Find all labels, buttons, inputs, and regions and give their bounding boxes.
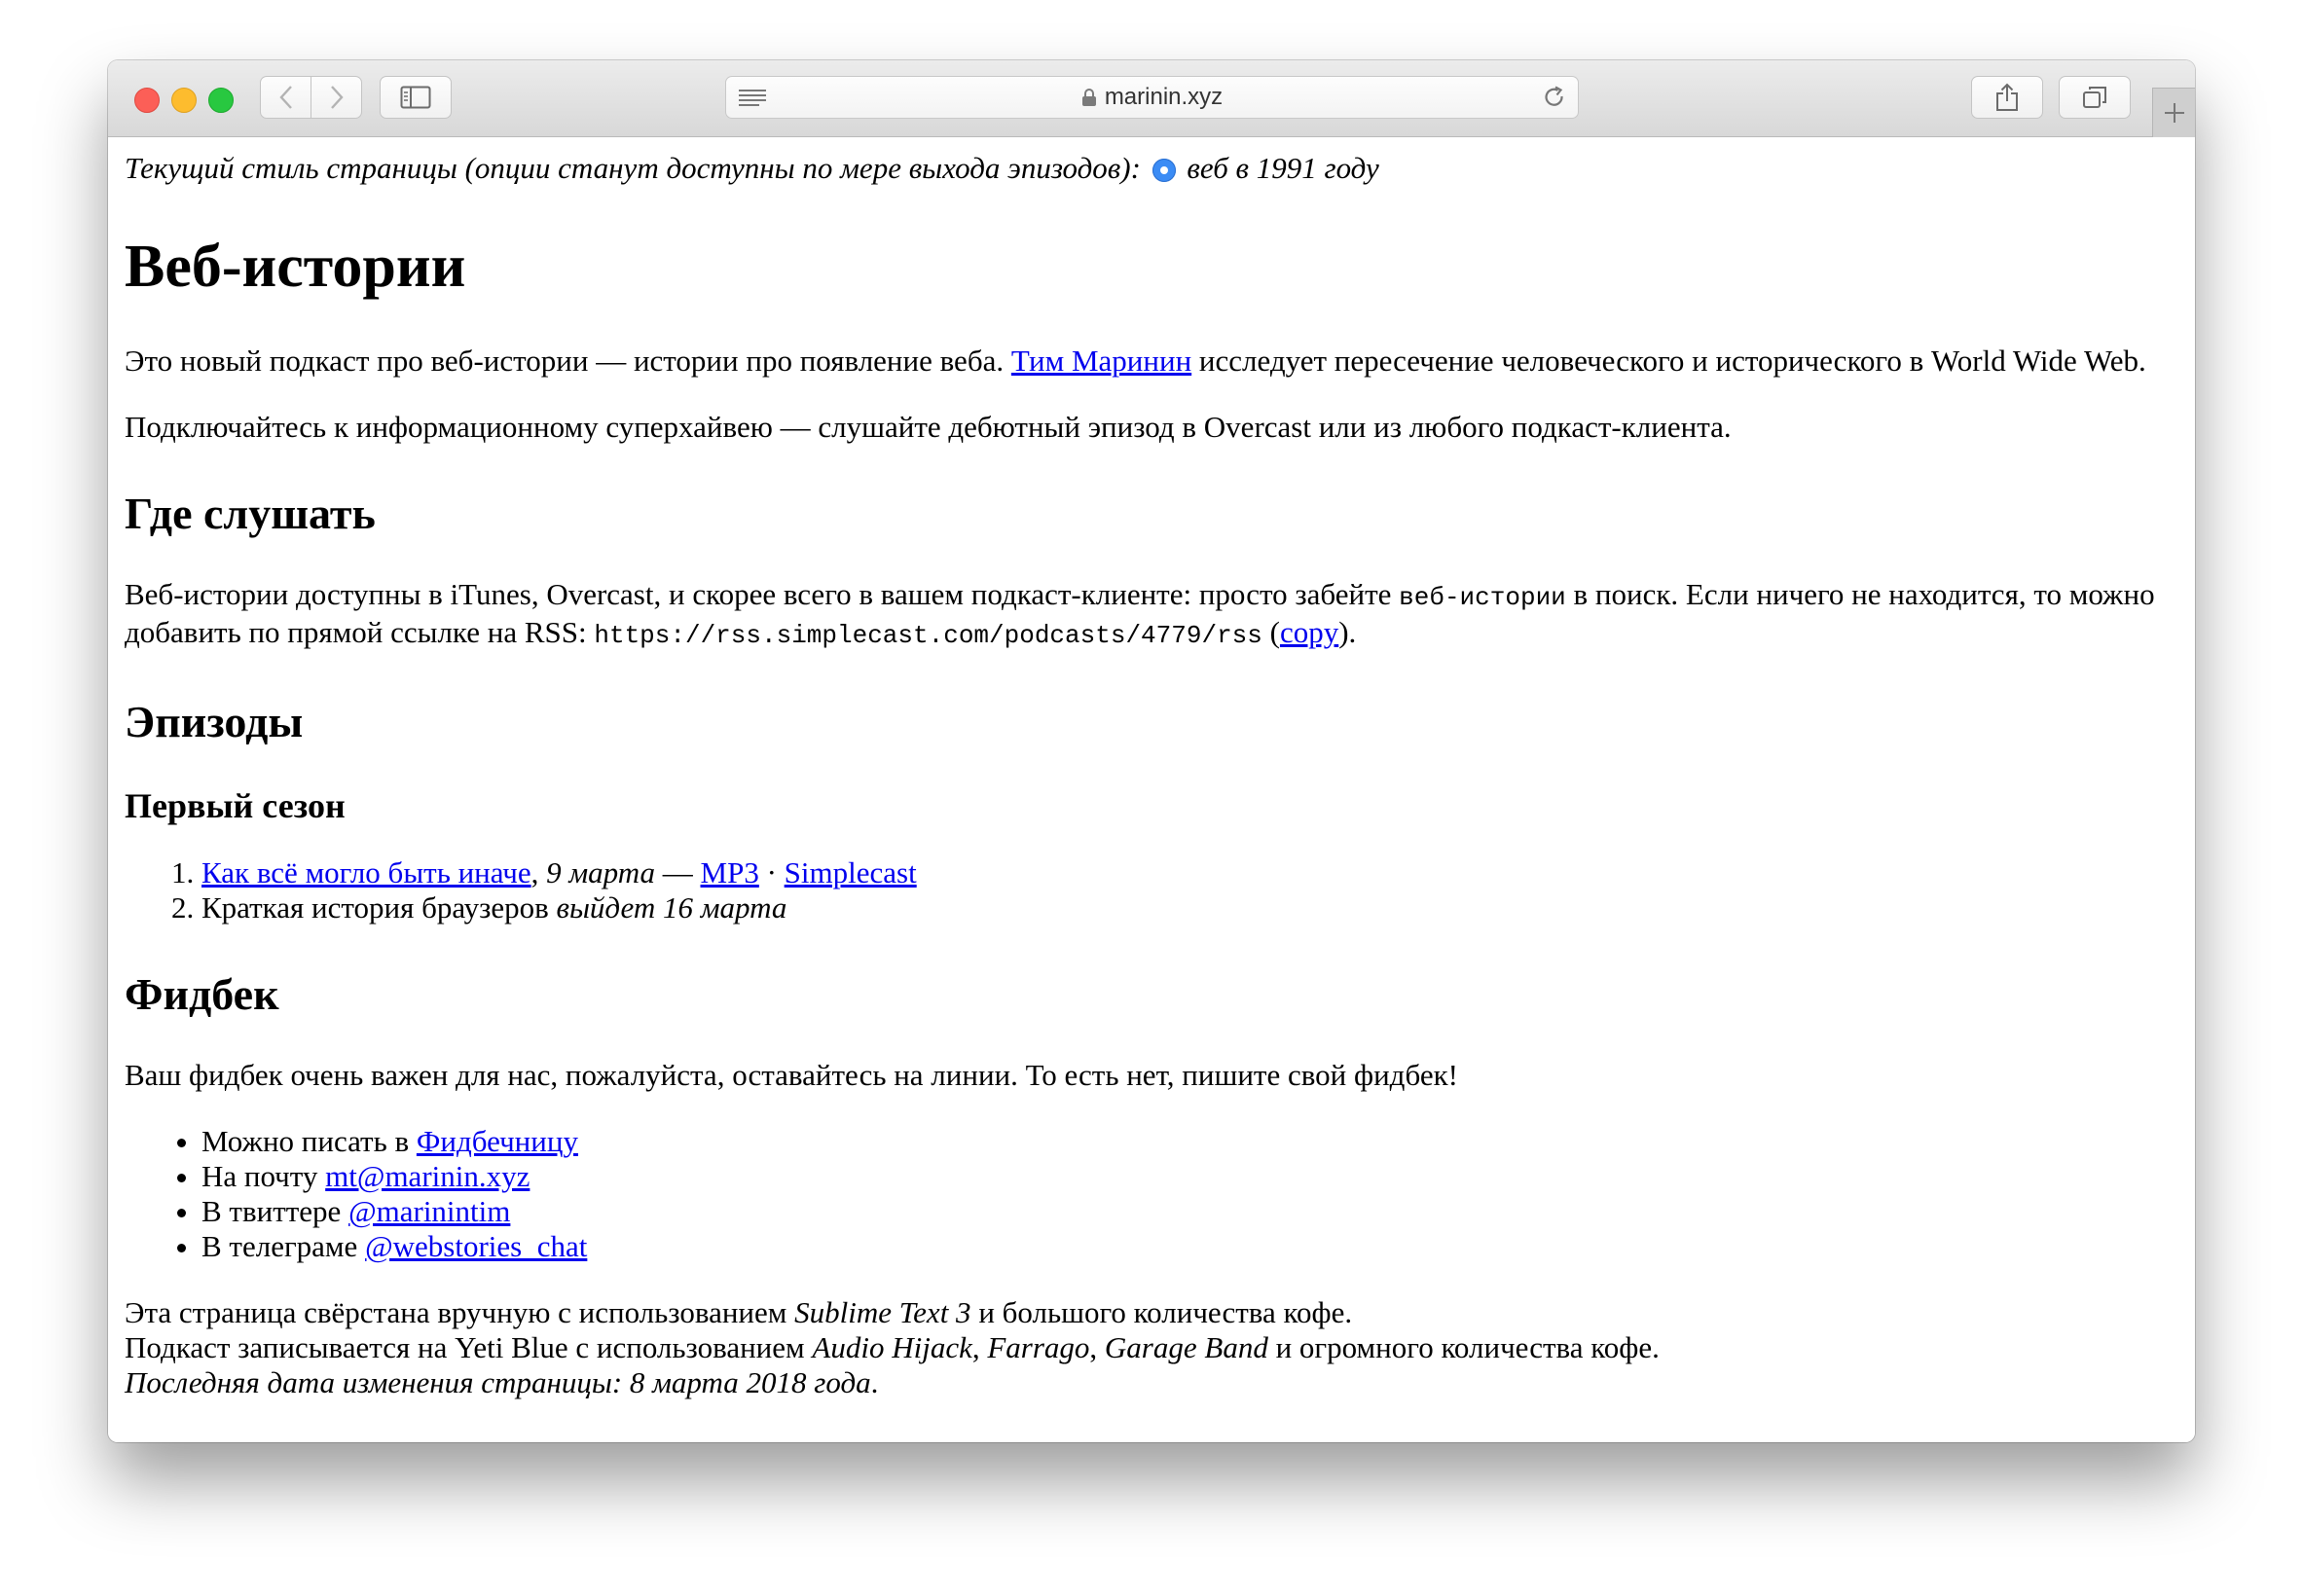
last-modified-text: Последняя дата изменения страницы: 8 марта 2018 года [125, 1365, 871, 1399]
feedback-channel-list [125, 1124, 2169, 1264]
episode-title-link[interactable]: Как всё могло быть иначе [201, 855, 531, 889]
sidebar-icon [400, 86, 431, 109]
reload-icon [1543, 86, 1566, 109]
rss-url: https://rss.simplecast.com/podcasts/4779/rss [594, 621, 1262, 650]
feedback-channel-item [201, 1229, 2169, 1264]
close-window-button[interactable] [134, 88, 160, 113]
intro-text-start: Это новый подкаст про веб-истории — истории про появление веба. [125, 344, 1005, 378]
telegram-link[interactable]: @webstories_chat [365, 1229, 588, 1263]
episode-title: Краткая история браузеров [201, 890, 549, 925]
reload-button[interactable] [1543, 86, 1566, 114]
twitter-link[interactable]: @marinintim [348, 1194, 511, 1228]
address-center [726, 77, 1578, 118]
browser-toolbar [108, 60, 2195, 137]
where-text-1: Веб-истории доступны в iTunes, Overcast, и скорее всего в вашем подкаст-клиенте: просто забейте [125, 577, 1392, 611]
feedback-form-link[interactable]: Фидбечницу [416, 1124, 578, 1158]
page-body [125, 151, 2169, 1400]
feedback-channel-label: В твиттере [201, 1194, 342, 1228]
footer-tool: Garage Band [1104, 1330, 1268, 1364]
footer-text: Подкаст записывается на Yeti Blue с использованием [125, 1330, 805, 1364]
page-content [108, 137, 2195, 1442]
feedback-channel-item [201, 1159, 2169, 1194]
page-title: Веб-истории [125, 234, 466, 300]
zoom-window-button[interactable] [208, 88, 234, 113]
where-text-2: в поиск. Если ничего не находится, то можно добавить по прямой ссылке на RSS: [125, 577, 2155, 649]
email-link[interactable]: mt@marinin.xyz [325, 1159, 530, 1193]
episode-item [201, 890, 2169, 925]
feedback-heading: Фидбек [125, 969, 279, 1019]
browser-window [108, 60, 2195, 1442]
chevron-left-icon [278, 85, 294, 110]
footer-line-last-modified: Последняя дата изменения страницы: 8 марта 2018 года. [125, 1365, 879, 1399]
style-option-label[interactable]: веб в 1991 году [1187, 151, 1379, 185]
copy-rss-link[interactable]: copy [1279, 615, 1339, 649]
footer-text: Эта страница свёрстана вручную с использованием [125, 1295, 787, 1329]
episodes-heading: Эпизоды [125, 697, 304, 746]
page-footer [125, 1295, 2169, 1400]
where-paragraph: Веб-истории доступны в iTunes, Overcast, и скорее всего в вашем подкаст-клиенте: просто забейте веб-истории в поиск. Если ничего не находится, то можно добавить по прямой ссылке на RSS: https://rss.simplecast.com/podcasts/4779/rss (copy). [125, 577, 2155, 650]
show-tabs-button[interactable] [2059, 76, 2131, 119]
intro-text-end: исследует пересечение человеческого и исторического в World Wide Web. [1198, 344, 2146, 378]
episode-status: выйдет 16 марта [556, 890, 787, 925]
footer-tool: Farrago [987, 1330, 1090, 1364]
footer-tool: Sublime Text 3 [794, 1295, 971, 1329]
feedback-channel-label: На почту [201, 1159, 318, 1193]
feedback-channel-item [201, 1124, 2169, 1159]
address-bar[interactable] [725, 76, 1579, 119]
new-tab-button[interactable] [2152, 88, 2195, 137]
history-navigation [260, 76, 363, 119]
lock-icon [1081, 88, 1097, 107]
style-selector-label: Текущий стиль страницы (опции станут доступны по мере выхода эпизодов): [125, 151, 1141, 185]
episode-list [125, 855, 2169, 925]
episode-mp3-link[interactable]: MP3 [700, 855, 759, 889]
share-button[interactable] [1971, 76, 2043, 119]
feedback-channel-label: Можно писать в [201, 1124, 410, 1158]
intro-paragraph [125, 344, 2169, 379]
feedback-paragraph: Ваш фидбек очень важен для нас, пожалуйста, оставайтесь на линии. То есть нет, пишите свой фидбек! [125, 1058, 1458, 1092]
connect-paragraph: Подключайтесь к информационному суперхайвею — слушайте дебютный эпизод в Overcast или из любого подкаст-клиента. [125, 410, 1732, 444]
footer-line-made-with [125, 1295, 2169, 1330]
back-button[interactable] [260, 76, 311, 119]
where-heading: Где слушать [125, 489, 376, 538]
episode-simplecast-link[interactable]: Simplecast [784, 855, 917, 889]
share-icon [1994, 83, 2020, 112]
plus-icon [2163, 101, 2186, 125]
author-link[interactable]: Тим Маринин [1010, 344, 1192, 378]
style-selector [125, 151, 2169, 186]
style-radio-button[interactable] [1152, 159, 1176, 182]
minimize-window-button[interactable] [171, 88, 197, 113]
feedback-channel-item [201, 1194, 2169, 1229]
episode-date: 9 марта [546, 855, 656, 889]
footer-tool: Audio Hijack [812, 1330, 972, 1364]
forward-button[interactable] [311, 76, 362, 119]
tabs-overview-icon [2081, 85, 2108, 110]
chevron-right-icon [329, 85, 345, 110]
footer-line-recorded-with: Подкаст записывается на Yeti Blue с использованием Audio Hijack, Farrago, Garage Band и огромного количества кофе. [125, 1330, 1660, 1364]
url-text: marinin.xyz [1104, 84, 1224, 110]
feedback-channel-label: В телеграме [201, 1229, 358, 1263]
footer-text: и большого количества кофе. [978, 1295, 1353, 1329]
episode-item: 1. Как всё могло быть иначе, 9 марта — MP3 · Simplecast [201, 855, 2169, 890]
sidebar-toggle-button[interactable] [380, 76, 452, 119]
footer-text: и огромного количества кофе. [1275, 1330, 1660, 1364]
season-heading: Первый сезон [125, 786, 346, 825]
search-term: веб-истории [1399, 583, 1566, 612]
